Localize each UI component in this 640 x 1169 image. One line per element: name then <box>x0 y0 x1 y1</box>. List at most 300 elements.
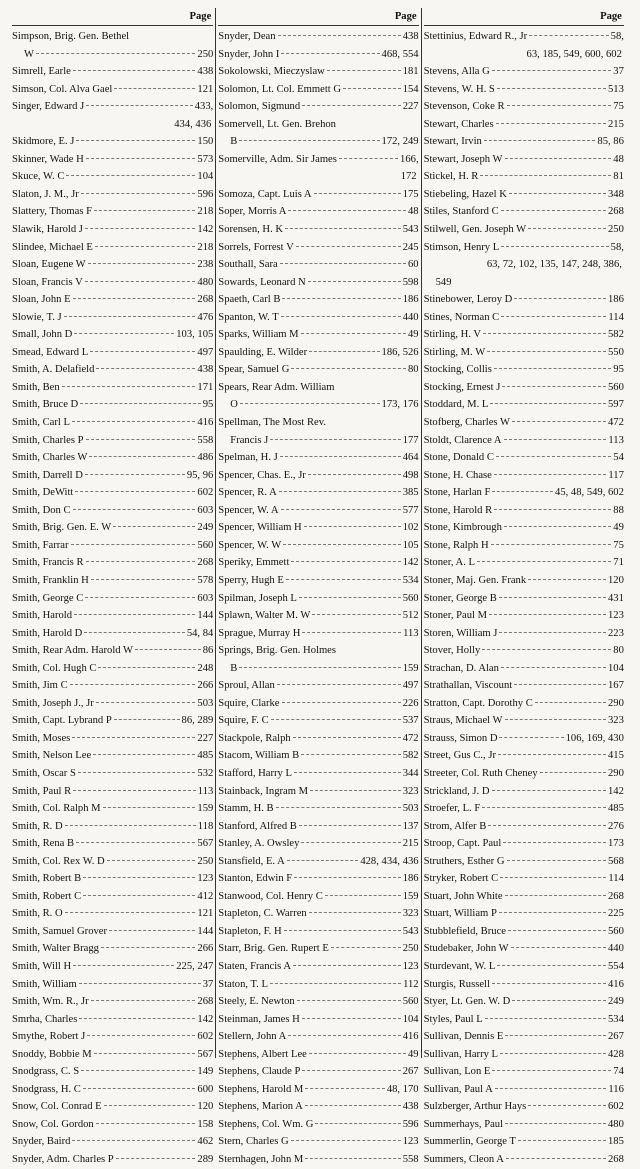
page-number: 223 <box>608 627 624 639</box>
entry-name: Sparks, William M <box>218 329 299 341</box>
index-entry <box>218 414 418 449</box>
index-entry <box>218 46 418 64</box>
page-number: 173 <box>608 838 624 850</box>
page-number: 344 <box>402 767 419 779</box>
page-number: 290 <box>608 697 624 709</box>
dot-leader <box>497 88 606 89</box>
entry-name: Smith, Darrell D <box>12 469 83 481</box>
page-number: 215 <box>402 838 419 850</box>
entry-name: Sternhagen, John M <box>218 1154 304 1165</box>
dot-leader <box>98 667 195 668</box>
dot-leader <box>528 1105 606 1106</box>
entry-line <box>12 432 213 450</box>
entry-line <box>218 905 418 923</box>
entry-line <box>218 344 418 362</box>
index-entry <box>424 642 624 660</box>
index-entry <box>12 554 213 572</box>
entry-line <box>12 835 213 853</box>
index-entry <box>12 256 213 274</box>
entry-name: Stofberg, Charles W <box>423 417 510 429</box>
page-number: 268 <box>608 206 624 218</box>
entry-name: Smith, Charles P <box>12 434 84 446</box>
index-entry <box>12 28 213 63</box>
page-column-header: Page <box>394 11 417 22</box>
entry-name: Streeter, Col. Ruth Cheney <box>423 767 538 779</box>
index-entry <box>12 291 213 309</box>
entry-line <box>12 888 213 906</box>
dot-leader <box>86 105 193 106</box>
entry-name: Stanton, Edwin F <box>218 873 293 885</box>
dot-leader <box>305 1088 384 1089</box>
page-number: 250 <box>197 48 214 60</box>
entry-name: Spilman, Joseph L <box>218 592 297 604</box>
page-number: 534 <box>608 1013 624 1025</box>
entry-name: Springs, Brig. Gen. Holmes <box>218 645 337 657</box>
entry-name: Summerlin, George T <box>423 1136 516 1148</box>
entry-name-continued: B <box>230 662 238 674</box>
header-rule <box>424 25 624 26</box>
index-entry <box>424 590 624 608</box>
entry-line <box>424 133 624 151</box>
index-entry <box>218 274 418 292</box>
index-entry <box>424 396 624 414</box>
dot-leader <box>489 614 606 615</box>
dot-leader <box>310 790 401 791</box>
page-number: 290 <box>608 767 624 779</box>
entry-line <box>12 396 213 414</box>
entry-line <box>218 449 418 467</box>
dot-leader <box>287 860 359 861</box>
entry-line <box>424 1046 624 1064</box>
index-entry <box>424 116 624 134</box>
entry-name: Snyder, Baird <box>12 1136 71 1148</box>
entry-name-continued: Francis J <box>230 434 269 446</box>
page-number: 567 <box>197 1048 214 1060</box>
index-entry <box>424 28 624 63</box>
index-entry <box>424 467 624 485</box>
entry-line <box>218 326 418 344</box>
page-number: 37 <box>202 978 214 990</box>
entry-name: Skuce, W. C <box>12 171 65 183</box>
index-entry <box>12 923 213 941</box>
entry-line <box>424 905 624 923</box>
entry-name: Sloan, Francis V <box>12 276 83 288</box>
page-number: 112 <box>403 978 419 990</box>
page-number: 276 <box>608 820 624 832</box>
dot-leader <box>103 807 196 808</box>
index-entry <box>12 186 213 204</box>
dot-leader <box>309 1053 406 1054</box>
index-entry <box>12 414 213 432</box>
dot-leader <box>501 210 606 211</box>
entry-line <box>12 800 213 818</box>
entry-name: Stacom, William B <box>218 750 300 762</box>
entry-line <box>12 818 213 836</box>
entry-line <box>218 256 418 274</box>
entry-name: Smith, Paul R <box>12 785 72 797</box>
entry-line <box>424 221 624 239</box>
page-number: 472 <box>608 417 624 429</box>
dot-leader <box>504 439 607 440</box>
entry-name: Stoner, Paul M <box>423 610 488 622</box>
dot-leader <box>314 193 401 194</box>
index-entry <box>424 940 624 958</box>
index-entry <box>218 63 418 81</box>
page-number: 267 <box>402 1066 419 1078</box>
entry-name: Sullivan, Paul A <box>423 1083 493 1095</box>
page-number: 472 <box>402 732 419 744</box>
page-number: 226 <box>402 697 419 709</box>
index-entry <box>12 730 213 748</box>
index-entry <box>424 414 624 432</box>
index-entry <box>218 326 418 344</box>
dot-leader <box>239 667 400 668</box>
page-number: 412 <box>197 890 214 902</box>
dot-leader <box>299 597 401 598</box>
entry-line <box>424 396 624 414</box>
entry-line <box>424 309 624 327</box>
entry-line <box>424 168 624 186</box>
page-number: 173, 176 <box>381 399 419 411</box>
page-number: 113 <box>403 627 419 639</box>
index-entry <box>424 747 624 765</box>
dot-leader <box>104 1105 196 1106</box>
page-number: 289 <box>197 1154 214 1165</box>
entry-name: Smythe, Robert J <box>12 1031 86 1043</box>
entry-name: Starr, Brig. Gen. Rupert E <box>218 943 329 955</box>
entry-name: Spencer, R. A <box>218 487 277 499</box>
entry-line <box>424 1151 624 1169</box>
entry-name: Smith, Will H <box>12 960 72 972</box>
entry-name: Summers, Cleon A <box>423 1154 504 1165</box>
index-entry <box>424 1116 624 1134</box>
entry-line <box>218 537 418 555</box>
index-entry <box>218 361 418 379</box>
index-entry <box>424 1063 624 1081</box>
page-number: 567 <box>197 838 214 850</box>
entry-name: Speriky, Emmett <box>218 557 290 569</box>
page-number: 550 <box>608 346 624 358</box>
page-number: 250 <box>197 855 214 867</box>
page-number: 428, 434, 436 <box>360 855 419 867</box>
dot-leader <box>86 561 196 562</box>
entry-line <box>12 783 213 801</box>
entry-line <box>424 379 624 397</box>
dot-leader <box>109 930 195 931</box>
dot-leader <box>281 53 379 54</box>
entry-line <box>218 940 418 958</box>
entry-line <box>12 905 213 923</box>
dot-leader <box>282 702 401 703</box>
entry-line <box>12 976 213 994</box>
page-number: 121 <box>197 83 214 95</box>
entry-name: Stephens, Marion A <box>218 1101 303 1113</box>
entry-name: Stevens, Alla G <box>423 66 490 78</box>
dot-leader <box>492 983 606 984</box>
page-number: 532 <box>197 767 214 779</box>
entry-name: Somoza, Capt. Luis A <box>218 188 312 200</box>
entry-name: Smith, Nelson Lee <box>12 750 92 762</box>
entry-name: Stiles, Stanford C <box>423 206 499 218</box>
dot-leader <box>81 193 196 194</box>
entry-name: Stansfield, E. A <box>218 855 285 867</box>
entry-line <box>424 432 624 450</box>
dot-leader <box>86 158 196 159</box>
dot-leader <box>96 368 195 369</box>
page-number: 102 <box>402 522 419 534</box>
dot-leader <box>83 877 195 878</box>
index-entry <box>218 221 418 239</box>
entry-line <box>12 1028 213 1046</box>
entry-line <box>218 765 418 783</box>
entry-name: Spears, Rear Adm. William <box>218 381 335 393</box>
entry-name: Stimson, Henry L <box>423 241 500 253</box>
page-number: 438 <box>197 66 214 78</box>
index-entry <box>424 607 624 625</box>
index-entry <box>218 309 418 327</box>
index-entry <box>424 239 624 292</box>
dot-leader <box>511 947 606 948</box>
entry-name: Simpson, Brig. Gen. Bethel <box>12 31 130 42</box>
entry-line <box>424 730 624 748</box>
page-number: 80 <box>408 364 419 376</box>
page-number: 348 <box>608 188 624 200</box>
entry-line <box>218 976 418 994</box>
entry-name: Stone, Donald C <box>423 452 494 464</box>
entry-line <box>218 554 418 572</box>
page-number: 159 <box>402 662 419 674</box>
entry-line <box>218 396 418 414</box>
index-entry <box>424 835 624 853</box>
entry-name: Struthers, Esther G <box>423 855 505 867</box>
entry-line <box>12 467 213 485</box>
index-entry <box>218 818 418 836</box>
dot-leader <box>291 1140 401 1141</box>
index-entry <box>218 1098 418 1116</box>
entry-name: Spanton, W. T <box>218 311 279 323</box>
page-number: 37 <box>613 66 624 78</box>
index-entry <box>218 256 418 274</box>
entry-line <box>218 63 418 81</box>
page-number: 75 <box>613 539 624 551</box>
entry-name: Somerville, Adm. Sir James <box>218 153 337 165</box>
entry-line <box>12 1011 213 1029</box>
entry-name: Stratton, Capt. Dorothy C <box>423 697 533 709</box>
page-number: 415 <box>608 750 624 762</box>
entry-line <box>424 1098 624 1116</box>
index-entry <box>12 590 213 608</box>
dot-leader <box>302 1018 401 1019</box>
index-entry <box>424 958 624 976</box>
page-number: 185 <box>608 1136 624 1148</box>
index-entry <box>12 1011 213 1029</box>
page-number: 498 <box>402 469 419 481</box>
index-entry <box>424 730 624 748</box>
dot-leader <box>81 1070 195 1071</box>
dot-leader <box>76 842 195 843</box>
dot-leader <box>492 1070 611 1071</box>
page-number: 186 <box>402 873 419 885</box>
page-number: 513 <box>608 83 624 95</box>
dot-leader <box>83 1088 196 1089</box>
entry-name: Slattery, Thomas F <box>12 206 93 218</box>
dot-leader <box>308 474 401 475</box>
entry-name: Stover, Holly <box>423 645 481 657</box>
index-entry <box>424 484 624 502</box>
page-number: 114 <box>608 311 624 323</box>
index-entry <box>218 572 418 590</box>
dot-leader <box>74 333 174 334</box>
page-number: 486 <box>197 452 214 464</box>
page-number: 249 <box>197 522 214 534</box>
entry-line <box>424 449 624 467</box>
dot-leader <box>501 316 606 317</box>
index-entry <box>218 923 418 941</box>
index-entry <box>12 958 213 976</box>
index-entry <box>12 1151 213 1169</box>
page-number: 596 <box>197 188 214 200</box>
dot-leader <box>281 509 401 510</box>
index-entry <box>424 1046 624 1064</box>
dot-leader <box>280 263 406 264</box>
entry-line <box>424 958 624 976</box>
page-number: 80 <box>613 645 624 657</box>
index-entry <box>424 1028 624 1046</box>
index-entry <box>12 783 213 801</box>
entry-line <box>424 888 624 906</box>
dot-leader <box>277 684 401 685</box>
dot-leader <box>73 965 174 966</box>
entry-line <box>424 203 624 221</box>
index-entry <box>12 396 213 414</box>
entry-line <box>424 940 624 958</box>
entry-name: Skidmore, E. J <box>12 136 75 148</box>
dot-leader <box>508 930 606 931</box>
page-number: 582 <box>608 329 624 341</box>
entry-line <box>424 186 624 204</box>
entry-name: Spelman, H. J <box>218 452 278 464</box>
entry-line <box>218 695 418 713</box>
page-number: 123 <box>402 960 419 972</box>
entry-line <box>424 81 624 99</box>
dot-leader <box>505 719 606 720</box>
page-number: 159 <box>402 890 419 902</box>
dot-leader <box>497 965 606 966</box>
page-number: 48 <box>408 206 419 218</box>
entry-line <box>218 677 418 695</box>
entry-line <box>218 361 418 379</box>
index-entry <box>12 677 213 695</box>
entry-name: Stafford, Harry L <box>218 767 292 779</box>
dot-leader <box>66 175 195 176</box>
entry-line <box>12 133 213 151</box>
dot-leader <box>85 597 195 598</box>
dot-leader <box>535 702 606 703</box>
entry-name: Snoddy, Bobbie M <box>12 1048 92 1060</box>
index-entry <box>12 765 213 783</box>
page-number-continued: 63, 72, 102, 135, 147, 248, 386, <box>486 259 622 271</box>
dot-leader <box>309 912 401 913</box>
entry-line <box>218 274 418 292</box>
entry-name: Smith, Rena B <box>12 838 75 850</box>
page-number: 268 <box>608 890 624 902</box>
dot-leader <box>343 88 401 89</box>
entry-line <box>12 326 213 344</box>
index-entry <box>12 870 213 888</box>
page-number: 120 <box>608 574 624 586</box>
entry-name: Sproul, Allan <box>218 680 275 692</box>
entry-name: Stevenson, Coke R <box>423 101 505 113</box>
index-entry <box>424 1133 624 1151</box>
index-entry <box>424 326 624 344</box>
dot-leader <box>288 1035 400 1036</box>
page-number: 560 <box>402 592 419 604</box>
entry-line <box>424 116 624 134</box>
index-entry <box>12 1133 213 1151</box>
entry-name: Stocking, Ernest J <box>423 381 501 393</box>
dot-leader <box>96 1123 196 1124</box>
dot-leader <box>331 947 401 948</box>
page-number: 249 <box>608 996 624 1008</box>
index-entry <box>12 607 213 625</box>
page-number: 323 <box>402 785 419 797</box>
dot-leader <box>284 930 401 931</box>
entry-name: Stines, Norman C <box>423 311 500 323</box>
page-number: 142 <box>197 224 214 236</box>
page-number: 600 <box>197 1083 214 1095</box>
page-number: 86, 289 <box>181 715 214 727</box>
dot-leader <box>65 912 196 913</box>
entry-line <box>12 958 213 976</box>
dot-leader <box>507 105 612 106</box>
entry-name: Sulzberger, Arthur Hays <box>423 1101 527 1113</box>
entry-name: Snyder, Adm. Charles P <box>12 1154 114 1165</box>
index-entry <box>424 221 624 239</box>
page-number: 577 <box>402 504 419 516</box>
index-entry <box>218 1116 418 1134</box>
page-number: 245 <box>402 241 419 253</box>
entry-line <box>12 660 213 678</box>
entry-list <box>424 28 624 1169</box>
index-entry <box>12 519 213 537</box>
page-number: 186, 526 <box>381 346 419 358</box>
dot-leader <box>495 1088 607 1089</box>
entry-line <box>218 1081 418 1099</box>
dot-leader <box>301 333 406 334</box>
entry-name: Smith, Col. Rex W. D <box>12 855 105 867</box>
entry-line <box>424 414 624 432</box>
dot-leader <box>505 1123 606 1124</box>
index-entry <box>218 186 418 204</box>
entry-name: Spaeth, Carl B <box>218 294 281 306</box>
entry-name: Simrell, Earle <box>12 66 71 78</box>
entry-name: Stirling, M. W <box>423 346 486 358</box>
index-entry <box>12 888 213 906</box>
index-entry <box>424 151 624 169</box>
page-number: 48, 170 <box>386 1083 419 1095</box>
index-entry <box>218 730 418 748</box>
entry-name: Stephens, Col. Wm. G <box>218 1118 314 1130</box>
dot-leader <box>482 807 606 808</box>
index-entry <box>218 870 418 888</box>
entry-name: Stainback, Ingram M <box>218 785 309 797</box>
dot-leader <box>85 474 185 475</box>
entry-line <box>12 870 213 888</box>
dot-leader <box>86 439 196 440</box>
dot-leader <box>327 70 401 71</box>
index-entry <box>12 168 213 186</box>
entry-line <box>218 239 418 257</box>
